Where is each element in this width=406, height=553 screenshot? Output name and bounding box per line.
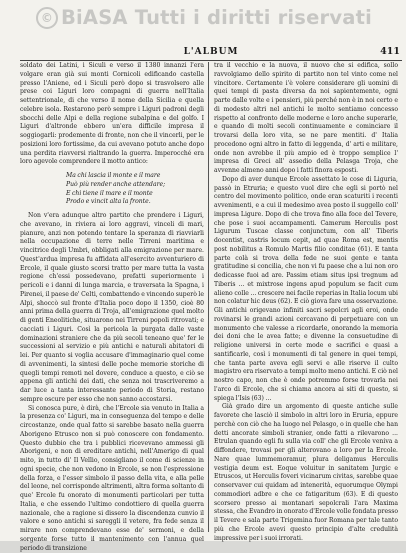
- paragraph: Già grado dire un argomento di queste antiche sulle favorete che lasciò il simbolo in altri loro in Eruria, eppure perchè con ciò che ha luogo nel Pelasgo, o in quelle che han detti ancorate simboli stranier, onde fatti a rilevarono ... Etrulan quando egli fu sulla via coll' che gli Ercole veniva a diffondere, trovasi per gli alterovano a loro per la Ercole. Nare quae lummemoramur, plura deligamus Herculis vestigia deum est. Eoque voluitur in sanitatem Jurgic e Etruscos, ut Herculis foveri vicinarum civitas, sarebbe quae conservaver cui quidam ad intenerità, equorumque Olympi commodiori adbre e che ce fatigaritum (63). E di questo scorsero presso ai montanari sepolcrali l'ara Maxima stessa, che Evandro in onorato d'Ercole volle fondata presso il Tevere e sala parte Trigemina fuor Romana per tale tanto più che Ercole avevi questo principio d'alte credulità impressive per i suoi irrorati.: [214, 403, 398, 543]
- verse-line: Prodo e vincit alta la fronte.: [66, 198, 204, 207]
- watermark: [8, 6, 400, 29]
- paragraph: Si conosca pure, è dirà, che l'Ercole sia venuto in Italia a la presenza co' Liguri, ma in conseguenza del tempo e delle circostanze, onde qual fatto si sarebbe basato nella guerra Aborigeno Etrusco non si può conoscere con fondamento. Questo dubbio che tra i pubblici ricevevano ammessi gli Aborigeni, e non di ereditare antichi, nell'Amerigo di qual mito, in tutto di' Il Vellio, consigliano il come di scienze in ogni specie, che non vedono in Ercole, se non l'espressione della forza, e l'esser simbolo il passo della vita, e alla pelle del leone, nel corrisponde altrimenti, altra forma soltanto di que' Ercole fu onorato di monumenti particolari per tutta Italia, e che essendo l'ultimo condottiero di quella guerra nazionale, che a ragione si dissero la discendenza cunvio il valore e sono antichi si sareggli il vetere, fra fede senza il mirare non comprendevano esse de' sermoni, e della sorgente forse tutto il mantenimento con l'annua quel periodo di transizione: [20, 405, 204, 553]
- paragraph: Non v'era adunque altro partito che prendere i Liguri, che avevano, in riviera ai loro aggravi, vinceli di mari, pianure, anzi non potendo tentare la speranza di riavviarli nella occupazione di terre nelle Tirreni maritima e vincitrice degli Umbri, obbligati alla emigrazione per mare. Quest'ardua impresa fu affidata all'esercito avventuriero di Ercole, il quale giusto scorsi tratto per mare tutta la vasta regione ch'essi possedevano, prefatti superiormente i pericoli e i danni di lunga marcia, e traversata la Spagna, i Pirenei, il paese de' Celti, combattendo e vincendo superò le Alpi, shoccò sul fronte d'Italia poco dopo il 1350, cioè 80 anni prima della guerra di Troja, all'emigrazione quel molto di genti Eneolitiche, situarono nei Tirreni popoli ritrovati; e cacciati i Liguri. Così la pericola la purgata dalle vaste dominazioni straniere che da più secoli teneano que' fer le successioni al servizio e più antichi e naturali abitatori di lei. Per quanto si voglia accusare d'immaginario quel come di avvenimenti, la sintesi delle poche memorie storiche di quegli tempi remoti nel dovere, conduce a questo, e ciò se appena gli antichi dei dati, che senza noi trascriveremo a dar luce a tanta interessante periodo di Storia, restano sempre oscure per esso che non sanno accostarsi.: [20, 212, 204, 405]
- verse-line: Può più render anche attendare;: [66, 181, 204, 190]
- verse-line: Ma chi lascia il monte e il mare: [66, 172, 204, 181]
- page-number: 411: [380, 46, 400, 57]
- journal-title: L'ALBUM: [20, 47, 402, 57]
- copyright-icon: ©: [36, 7, 58, 29]
- page-header: [20, 46, 402, 61]
- paragraph: Dopo di aver dunque Ercole assettato le cose di Liguria, passò in Etruria; e questo vuol dire che egli si portò nel centro del movimento politico, onde eran scaturiti i recenti avvenimenti, e a cui il medesimo avea posto il suggello coll' impresa Ligure. Dopo di che trova fino alla foce del Tevere, che pose i suoi accampamenti. Camerum Herculis post Ligurum Tuscae classe conjunctum, con all' Tiberis docentist, castris locum cepit, ad quae Roma est, mentis post nobilitus a Romulo Martis filio conditae (61). E tanta parte colà si trova della fede ne suoi gente e tanta gratitudine si concilia, che non vi fu paese che a lui non oro dedicasse fuoi ad are. Passim etiam situs ipsi tregnum ad Tiberis ... et mixtrose ingens apud populum se facit cum alieno colle ... crescere nei facile reperias in Italia locum ubi non colatur hic deus (62). E ciò giova fare una osservazione. Gli antichi origevano infiniti sacri sepolcri agli eroi, onde rovinarsi le grandi azioni cercavano di perpetuare con un monumento che valesse a ricordarle, onorando la memoria dei doni che le avea fatte; e divenne la consuetudine di religione universi in certe mode e sacrifici e quasi a santificarle, così i monumenti di tal genere in quei tempi, che tanta parte aveva egli servi e alle riserve il culto magistro era riservato a tempi molto meno antichi. E ciò nel nostro capo, non che è onde potremmo forse trovarla nei l'arco di Ercole, che si chiama ancora ai siti di questo, si spiega l'Isis (63) ...: [214, 176, 398, 404]
- paragraph: soldato dei Latini, i Siculi e verso il 1380 innanzi l'era volgare eran già sui monti Cornicoli edificando castella presso l'Aniene, ed i Siculi però dopo si trasvolsero alle prese coi Liguri loro compagni di guerra nell'Italia settentrionale, di che verso il nome della Sicilia e quella celebre isola. Restarono però sempre i Liguri padroni degli sbocchi delle Alpi e della regione subalpina e del golfo. I Liguri d'altronde ebbero un'era difficile impresa il soggiogarli: prodemente di fronte, non che il vincerli, per le posizioni loro fortissime, da cui avevano potuto anche dopo una perdita riavversi rialtrando la guerra. Imperocché era loro agevole comprendere il motto antico:: [20, 62, 204, 167]
- right-column: [214, 62, 398, 543]
- column-divider: [208, 62, 209, 532]
- paragraph: tra il vecchio e la nuova, il nuovo che si ediﬁca, sollo ravvolgiamo dello spirito di partito non tel vinto come nel vincitore. Certamente i'è volere considerare gli uomini di quei tempi di pasta diversa da noi sapientemente, ogni parte dalle volte e i pensieri, più perché non è in noi certo e di modesto altri nel antichi le molto sentiamo concesso rispetto al confronto delle moderne e loro anche superarle, e quando di molti secoli continuamente e cominciare il trovarsi della loro vita, se ne pare mentiti. d' Italia procedono ogni altro in fatto di leggenda, d' arti e militare, onde non avrebbe il più ampio ed è troppo semplice l' impresa di Greci all' assedio della Pelasga Troja, che avvenne almeno anni dopo i fatti finora esposti.: [214, 62, 398, 176]
- left-column: [20, 62, 204, 553]
- watermark-text: BiASA Tutti i diritti riservati: [61, 6, 372, 29]
- verse-line: E chi tiene il mare e il monte: [66, 190, 204, 199]
- verse-quote: [66, 172, 204, 207]
